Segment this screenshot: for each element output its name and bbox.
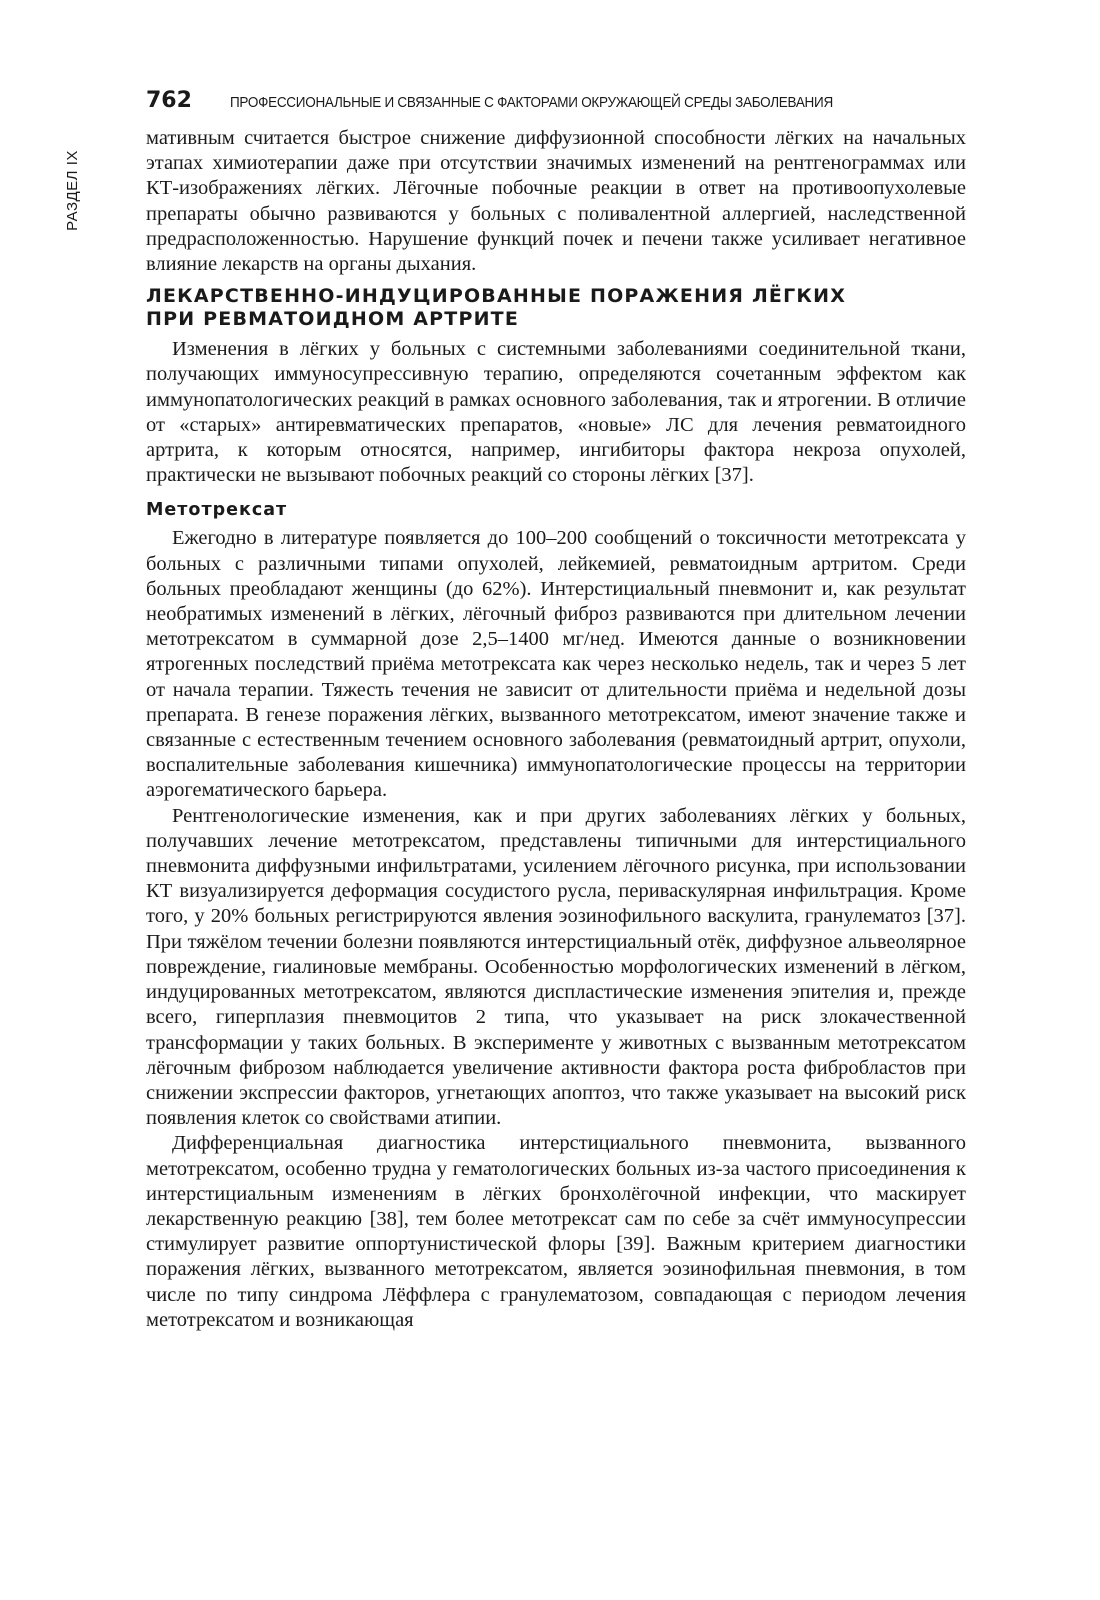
intro-paragraph: мативным считается быстрое снижение диффузионной способности лёгких на начальных этапах химиотерапии даже при отсутствии значимых изменений на рентгенограммах или КТ-изображениях лёгких. Лёгочные побочные реакции в ответ на противоопухолевые препараты обычно развиваются у больных с поливалентной аллергией, наследственной предрасположенностью. Нарушение функций почек и печени также усиливает негативное влияние лекарств на органы дыхания.	[146, 127, 966, 276]
page-number: 762	[146, 88, 192, 113]
page-header	[146, 88, 966, 118]
section-heading-line-2: ПРИ РЕВМАТОИДНОМ АРТРИТЕ	[146, 308, 520, 331]
section-side-tab	[52, 130, 92, 250]
subsection-heading: Метотрексат	[146, 500, 288, 521]
page-body	[146, 126, 966, 1333]
section-side-tab-label: РАЗДЕЛ IX	[63, 149, 81, 231]
body-paragraph: Дифференциальная диагностика интерстициального пневмонита, вызванного метотрексатом, особенно трудна у гематологических больных из-за частого присоединения к интерстициальным изменениям в лёгких бронхолёгочной инфекции, что маскирует лекарственную реакцию [38], тем более метотрексат сам по себе за счёт иммуносупрессии стимулирует развитие оппортунистической флоры [39]. Важным критерием диагностики поражения лёгких, вызванного метотрексатом, является эозинофильная пневмония, в том числе по типу синдрома Лёффлера с гранулематозом, совпадающая с периодом лечения метотрексатом и возникающая	[146, 1132, 966, 1331]
running-title: ПРОФЕССИОНАЛЬНЫЕ И СВЯЗАННЫЕ С ФАКТОРАМИ ОКРУЖАЮЩЕЙ СРЕДЫ ЗАБОЛЕВАНИЯ	[229, 94, 833, 111]
section-heading	[146, 285, 966, 331]
section-paragraph: Изменения в лёгких у больных с системными заболеваниями соединительной ткани, получающих иммуносупрессивную терапию, определяются сочетанным эффектом как иммунопатологических реакций в рамках основного заболевания, так и ятрогении. В отличие от «старых» антиревматических препаратов, «новые» ЛС для лечения ревматоидного артрита, к которым относятся, например, ингибиторы фактора некроза опухолей, практически не вызывают побочных реакций со стороны лёгких [37].	[146, 338, 966, 487]
section-heading-line-1: ЛЕКАРСТВЕННО-ИНДУЦИРОВАННЫЕ ПОРАЖЕНИЯ ЛЁГКИХ	[146, 285, 847, 308]
body-paragraph: Ежегодно в литературе появляется до 100–200 сообщений о токсичности метотрексата у больных с различными типами опухолей, лейкемией, ревматоидным артритом. Среди больных преобладают женщины (до 62%). Интерстициальный пневмонит и, как результат необратимых изменений в лёгких, лёгочный фиброз развиваются при длительном лечении метотрексатом в суммарной дозе 2,5–1400 мг/нед. Имеются данные о возникновении ятрогенных последствий приёма метотрексата как через несколько недель, так и через 5 лет от начала терапии. Тяжесть течения не зависит от длительности приёма и недельной дозы препарата. В генезе поражения лёгких, вызванного метотрексатом, имеют значение также и связанные с естественным течением основного заболевания (ревматоидный артрит, опухоли, воспалительные заболевания кишечника) иммунопатологические процессы на территории аэрогематического барьера.	[146, 527, 966, 802]
body-paragraph: Рентгенологические изменения, как и при других заболеваниях лёгких у больных, получавших лечение метотрексатом, представлены типичными для интерстициального пневмонита диффузными инфильтратами, усилением лёгочного рисунка, при использовании КТ визуализируется деформация сосудистого русла, периваскулярная инфильтрация. Кроме того, у 20% больных регистрируются явления эозинофильного васкулита, гранулематоз [37]. При тяжёлом течении болезни появляются интерстициальный отёк, диффузное альвеолярное повреждение, гиалиновые мембраны. Особенностью морфологических изменений в лёгком, индуцированных метотрексатом, являются диспластические изменения эпителия и, прежде всего, гиперплазия пневмоцитов 2 типа, что указывает на риск злокачественной трансформации у таких больных. В эксперименте у животных с вызванным метотрексатом лёгочным фиброзом наблюдается увеличение активности фактора роста фибробластов при снижении экспрессии факторов, угнетающих апоптоз, что также указывает на высокий риск появления клеток со свойствами атипии.	[146, 804, 966, 1130]
